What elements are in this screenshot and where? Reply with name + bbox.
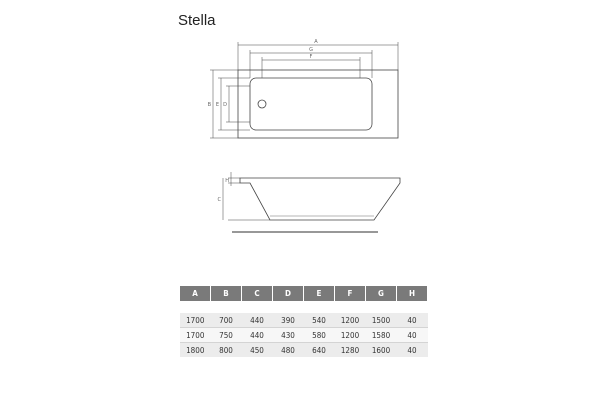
header-a: A: [180, 286, 211, 301]
side-view: [223, 172, 400, 232]
cell-d: 430: [273, 328, 304, 343]
cell-d: 480: [273, 343, 304, 358]
table-header-row: [180, 286, 428, 301]
dim-label-f: F: [309, 54, 313, 60]
cell-f: 1200: [335, 313, 366, 328]
cell-b: 750: [211, 328, 242, 343]
cell-g: 1600: [366, 343, 397, 358]
dim-label-g: G: [309, 47, 313, 53]
tub-inner-basin: [250, 78, 372, 130]
header-d: D: [273, 286, 304, 301]
cell-e: 540: [304, 313, 335, 328]
top-view: [207, 42, 398, 138]
cell-f: 1200: [335, 328, 366, 343]
header-f: F: [335, 286, 366, 301]
table-row: [180, 313, 428, 328]
dimensions-table: [180, 286, 428, 357]
header-b: B: [211, 286, 242, 301]
dim-label-d: D: [223, 102, 227, 108]
cell-e: 580: [304, 328, 335, 343]
table-row: [180, 343, 428, 358]
cell-d: 390: [273, 313, 304, 328]
cell-c: 440: [242, 313, 273, 328]
dim-label-a: A: [314, 39, 318, 45]
drain-hole: [258, 100, 266, 108]
cell-a: 1700: [180, 328, 211, 343]
cell-c: 450: [242, 343, 273, 358]
cell-g: 1580: [366, 328, 397, 343]
dim-label-c: C: [217, 197, 221, 203]
tub-side-profile: [240, 178, 400, 220]
cell-c: 440: [242, 328, 273, 343]
header-g: G: [366, 286, 397, 301]
cell-a: 1700: [180, 313, 211, 328]
cell-g: 1500: [366, 313, 397, 328]
header-h: H: [397, 286, 428, 301]
cell-h: 40: [397, 328, 428, 343]
header-e: E: [304, 286, 335, 301]
dim-label-h: H: [225, 178, 229, 184]
cell-h: 40: [397, 313, 428, 328]
cell-b: 700: [211, 313, 242, 328]
product-title: Stella: [178, 12, 216, 29]
table-spacer: [180, 301, 428, 313]
cell-h: 40: [397, 343, 428, 358]
dim-label-b: B: [207, 102, 211, 108]
table-row: [180, 328, 428, 343]
side-view-dimension-labels: [218, 178, 230, 203]
cell-b: 800: [211, 343, 242, 358]
top-view-dimension-labels: [208, 39, 319, 108]
cell-f: 1280: [335, 343, 366, 358]
cell-e: 640: [304, 343, 335, 358]
dim-label-e: E: [215, 102, 219, 108]
tub-outer-outline: [238, 70, 398, 138]
header-c: C: [242, 286, 273, 301]
cell-a: 1800: [180, 343, 211, 358]
